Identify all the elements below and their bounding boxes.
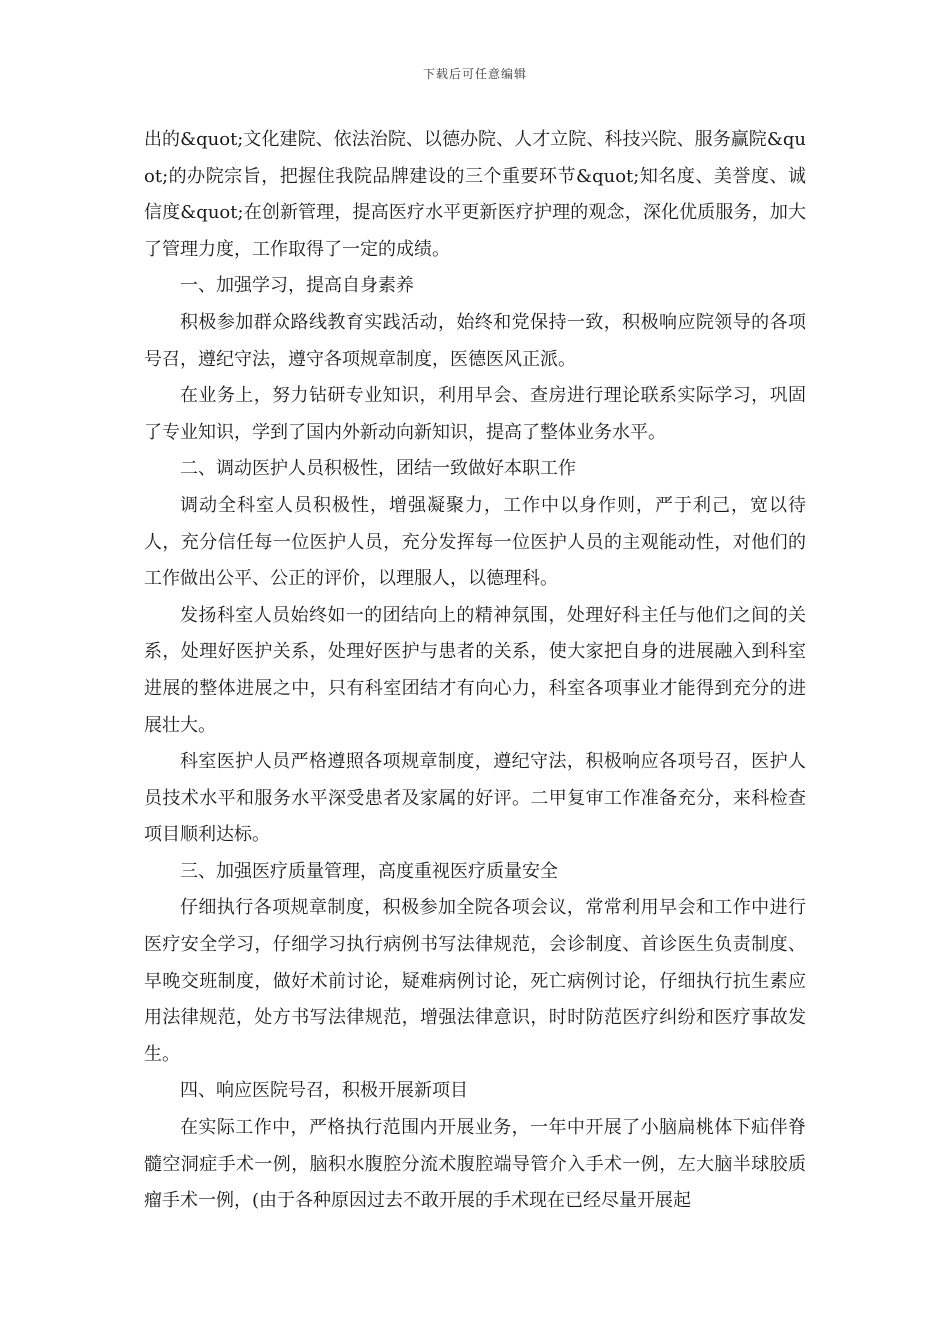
paragraph: 积极参加群众路线教育实践活动，始终和党保持一致，积极响应院领导的各项号召，遵纪守法，遵守各项规章制度，医德医风正派。 [144, 311, 806, 370]
paragraph: 科室医护人员严格遵照各项规章制度，遵纪守法，积极响应各项号召，医护人员技术水平和服务水平深受患者及家属的好评。二甲复审工作准备充分，来科检查项目顺利达标。 [144, 751, 806, 846]
paragraph-intro-continuation: 出的&quot;文化建院、依法治院、以德办院、人才立院、科技兴院、服务赢院&quot;的办院宗旨，把握住我院品牌建设的三个重要环节&quot;知名度、美誉度、诚信度&quot;在创新管理，提高医疗水平更新医疗护理的观念，深化优质服务，加大了管理力度，工作取得了一定的成绩。 [144, 129, 806, 260]
page-header: 下载后可任意编辑 [422, 67, 527, 81]
section-heading-1: 一、加强学习，提高自身素养 [180, 275, 414, 297]
paragraph: 在业务上，努力钻研专业知识，利用早会、查房进行理论联系实际学习，巩固了专业知识，学到了国内外新动向新知识，提高了整体业务水平。 [144, 385, 806, 443]
paragraph: 仔细执行各项规章制度，积极参加全院各项会议，常常利用早会和工作中进行医疗安全学习，仔细学习执行病例书写法律规范，会诊制度、首诊医生负责制度、早晚交班制度，做好术前讨论，疑难病例讨论，死亡病例讨论，仔细执行抗生素应用法律规范，处方书写法律规范，增强法律意识，时时防范医疗纠纷和医疗事故发生。 [144, 897, 806, 1065]
section-heading-4: 四、响应医院号召，积极开展新项目 [180, 1080, 468, 1102]
section-heading-3: 三、加强医疗质量管理，高度重视医疗质量安全 [180, 860, 558, 882]
section-heading-2: 二、调动医护人员积极性，团结一致做好本职工作 [180, 458, 576, 480]
paragraph: 在实际工作中，严格执行范围内开展业务，一年中开展了小脑扁桃体下疝伴脊髓空洞症手术一例，脑积水腹腔分流术腹腔端导管介入手术一例，左大脑半球胶质瘤手术一例，(由于各种原因过去不敢开展的手术现在已经尽量开展起 [144, 1117, 806, 1212]
paragraph: 调动全科室人员积极性，增强凝聚力，工作中以身作则，严于利己，宽以待人，充分信任每一位医护人员，充分发挥每一位医护人员的主观能动性，对他们的工作做出公平、公正的评价，以理服人，以德理科。 [144, 494, 806, 590]
document-body [144, 122, 806, 1220]
paragraph: 发扬科室人员始终如一的团结向上的精神氛围，处理好科主任与他们之间的关系，处理好医护关系，处理好医护与患者的关系，使大家把自身的进展融入到科室进展的整体进展之中，只有科室团结才有向心力，科室各项事业才能得到充分的进展壮大。 [144, 604, 806, 736]
